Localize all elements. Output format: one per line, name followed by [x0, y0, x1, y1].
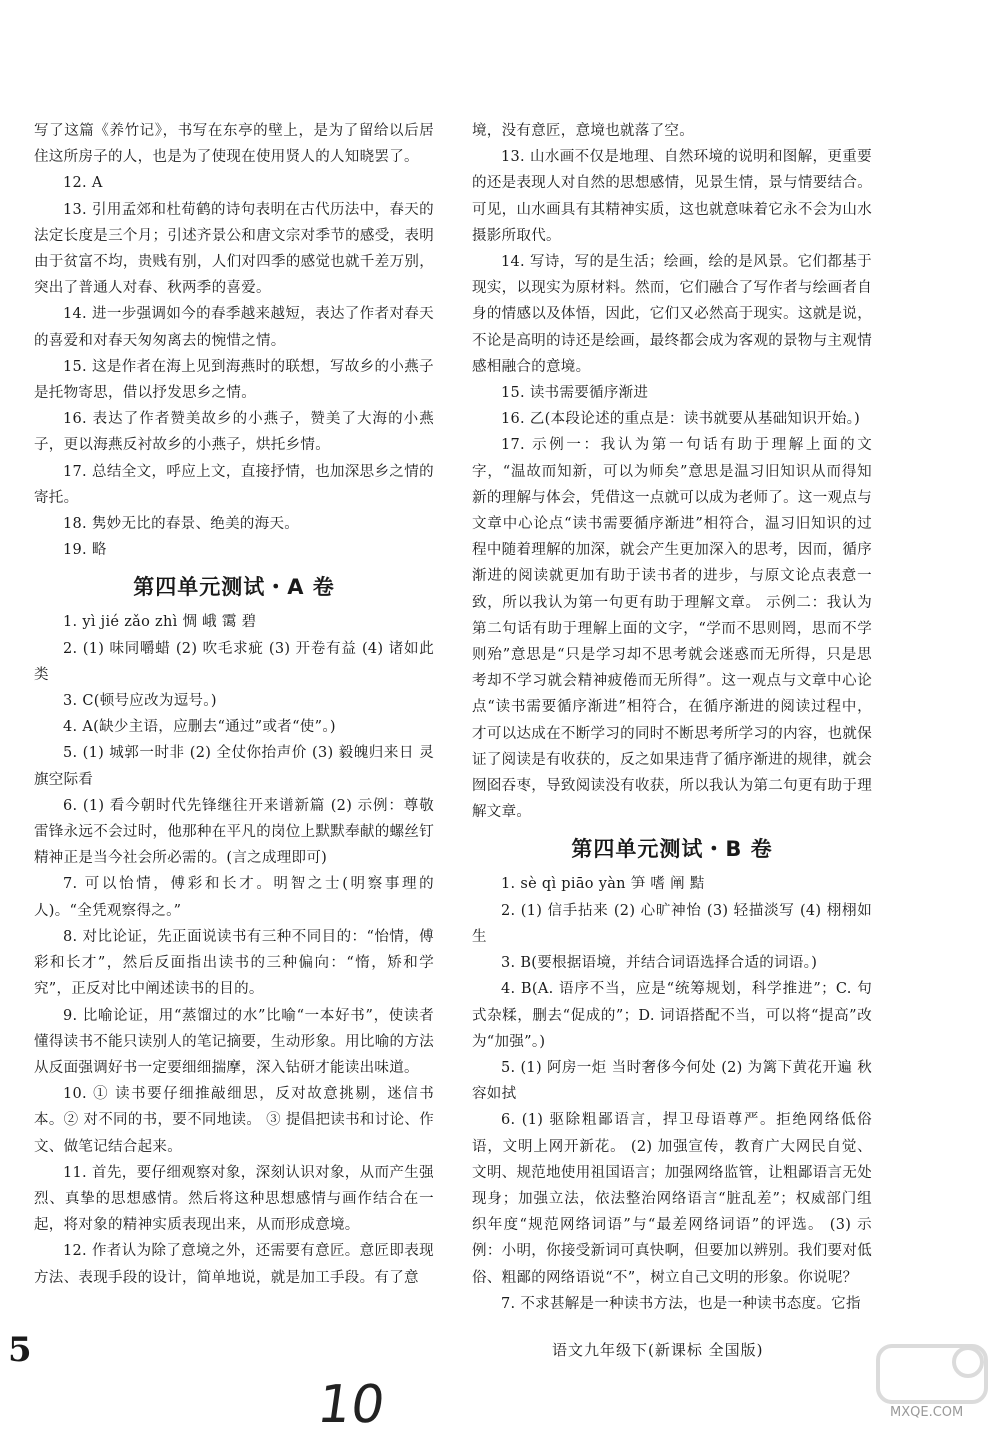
answer-paragraph: 6. (1) 看今朝时代先锋继往开来谱新篇 (2) 示例：尊敬雷锋永远不会过时，他那种在平凡的岗位上默默奉献的螺丝钉精神正是当今社会所必需的。(言之成理即可)	[34, 797, 434, 867]
answer-paragraph: 19. 略	[63, 542, 107, 559]
answer-paragraph: 6. (1) 驱除粗鄙语言，捍卫母语尊严。拒绝网络低俗语，文明上网开新花。 (2) 加强宣传，教育广大网民自觉、文明、规范地使用祖国语言；加强网络监管，让粗鄙语言无处现身；加强立法，依法整治网络语言“脏乱差”；权威部门组织年度“规范网络词语”与“最差网络词语”的评选。 (3) 示例：小明，你接受新词可真快啊，但要加以辨别。我们要对低俗、粗鄙的网络语说“不”，树立自己文明的形象。你说呢？	[472, 1112, 872, 1286]
answer-paragraph: 15. 读书需要循序渐进	[501, 385, 649, 402]
answer-paragraph: 境，没有意匠，意境也就落了空。	[472, 123, 694, 139]
answer-paragraph: 2. (1) 味同嚼蜡 (2) 吹毛求疵 (3) 开卷有益 (4) 诸如此类	[34, 640, 434, 683]
answer-paragraph: 17. 总结全文，呼应上文，直接抒情，也加深思乡之情的寄托。	[34, 463, 434, 506]
answer-paragraph: 11. 首先，要仔细观察对象，深刻认识对象，从而产生强烈、真挚的思想感情。然后将这种思想感情与画作结合在一起，将对象的精神实质表现出来，从而形成意境。	[34, 1164, 434, 1234]
answer-paragraph: 5. (1) 阿房一炬 当时奢侈今何处 (2) 为篱下黄花开遍 秋容如拭	[472, 1059, 872, 1103]
answer-paragraph: 3. C(顿号应改为逗号。)	[63, 693, 217, 710]
answer-paragraph: 18. 隽妙无比的春景、绝美的海天。	[63, 516, 300, 533]
answer-paragraph: 1. sè qì piāo yàn 笋 嗜 阐 黠	[501, 876, 705, 893]
answer-paragraph: 7. 可以怡情，傅彩和长才。明智之士(明察事理的人)。“全凭观察得之。”	[34, 876, 434, 919]
answer-paragraph: 12. A	[63, 175, 103, 192]
answer-paragraph: 2. (1) 信手拈来 (2) 心旷神怡 (3) 轻描淡写 (4) 栩栩如生	[472, 902, 872, 945]
book-title: 语文九年级下(新课标 全国版)	[552, 1341, 764, 1359]
handwritten-mark: 10	[313, 1375, 389, 1435]
answer-paragraph: 3. B(要根据语境，并结合词语选择合适的词语。)	[501, 955, 818, 972]
watermark-text: MXQE.COM	[890, 1405, 964, 1420]
answer-paragraph: 8. 对比论证，先正面说读书有三种不同目的：“怡情，傅彩和长才”，然后反面指出读书的三种偏向：“惰，矫和学究”，正反对比中阐述读书的目的。	[34, 928, 434, 998]
answer-paragraph: 13. 引用孟郊和杜荀鹤的诗句表明在古代历法中，春天的法定长度是三个月；引述齐景公和唐文宗对季节的感受，表明由于贫富不均，贵贱有别，人们对四季的感觉也就千差万别，突出了普通人对春、秋两季的喜爱。	[34, 201, 434, 297]
left-column	[34, 118, 434, 1291]
answer-paragraph: 14. 进一步强调如今的春季越来越短，表达了作者对春天的喜爱和对春天匆匆离去的惋惜之情。	[34, 306, 434, 349]
answer-paragraph: 16. 乙(本段论述的重点是：读书就要从基础知识开始。)	[501, 411, 861, 428]
answer-paragraph: 4. A(缺少主语，应删去“通过”或者“使”。)	[63, 719, 336, 736]
answer-paragraph: 4. B(A. 语序不当，应是“统筹规划，科学推进”；C. 句式杂糅，删去“促成的”；D. 词语搭配不当，可以将“提高”改为“加强”。)	[472, 981, 872, 1050]
answer-paragraph: 12. 作者认为除了意境之外，还需要有意匠。意匠即表现方法、表现手段的设计，简单地说，就是加工手段。有了意	[34, 1243, 434, 1286]
answer-paragraph: 1. yì jié zǎo zhì 惆 峨 霭 碧	[63, 614, 257, 631]
page-number: 5	[8, 1330, 32, 1370]
answer-paragraph: 10. ① 读书要仔细推敲细思，反对故意挑剔，迷信书本。② 对不同的书，要不同地读。 ③ 提倡把读书和讨论、作文、做笔记结合起来。	[34, 1086, 434, 1155]
right-column	[472, 118, 872, 1317]
answer-paragraph: 5. (1) 城郭一时非 (2) 全仗你抬声价 (3) 毅魄归来日 灵旗空际看	[34, 745, 434, 788]
section-heading: 第四单元测试・A 卷	[133, 575, 335, 600]
answer-paragraph: 写了这篇《养竹记》，书写在东亭的壁上，是为了留给以后居住这所房子的人，也是为了使现在使用贤人的人知晓罢了。	[34, 123, 434, 166]
answer-paragraph: 13. 山水画不仅是地理、自然环境的说明和图解，更重要的还是表现人对自然的思想感情，见景生情，景与情要结合。可见，山水画具有其精神实质，这也就意味着它永不会为山水摄影所取代。	[472, 149, 872, 244]
answer-paragraph: 14. 写诗，写的是生活；绘画，绘的是风景。它们都基于现实，以现实为原材料。然而，它们融合了写作者与绘画者自身的情感以及体悟，因此，它们又必然高于现实。这就是说，不论是高明的诗还是绘画，最终都会成为客观的景物与主观情感相融合的意境。	[472, 254, 872, 375]
answer-paragraph: 7. 不求甚解是一种读书方法，也是一种读书态度。它指	[501, 1295, 861, 1312]
section-heading: 第四单元测试・B 卷	[571, 837, 773, 862]
answer-paragraph: 17. 示例一：我认为第一句话有助于理解上面的文字，“温故而知新，可以为师矣”意思是温习旧知识从而得知新的理解与体会，凭借这一点就可以成为老师了。这一观点与文章中心论点“读书需要循序渐进”相符合，温习旧知识的过程中随着理解的加深，就会产生更加深入的思考，因而，循序渐进的阅读就更加有助于读书者的进步，与原文论点表意一致，所以我认为第一句更有助于理解文章。 示例二：我认为第二句话有助于理解上面的文字，“学而不思则罔，思而不学则殆”意思是“只是学习却不思考就会迷惑而无所得，只是思考却不学习就会精神疲倦而无所得”。这一观点与文章中心论点“读书需要循序渐进”相符合，在循序渐进的阅读过程中，才可以达成在不断学习的同时不断思考所学习的内容，也就保证了阅读是有收获的，反之如果违背了循序渐进的规律，就会囫囵吞枣，导致阅读没有收获，所以我认为第二句更有助于理解文章。	[472, 437, 872, 821]
answer-paragraph: 16. 表达了作者赞美故乡的小燕子，赞美了大海的小燕子，更以海燕反衬故乡的小燕子，烘托乡情。	[34, 411, 434, 454]
answer-paragraph: 15. 这是作者在海上见到海燕时的联想，写故乡的小燕子是托物寄思，借以抒发思乡之情。	[34, 358, 434, 402]
answer-paragraph: 9. 比喻论证，用“蒸馏过的水”比喻“一本好书”，使读者懂得读书不能只读别人的笔记摘要，生动形象。用比喻的方法从反面强调好书一定要细细揣摩，深入钻研才能读出味道。	[34, 1007, 434, 1076]
